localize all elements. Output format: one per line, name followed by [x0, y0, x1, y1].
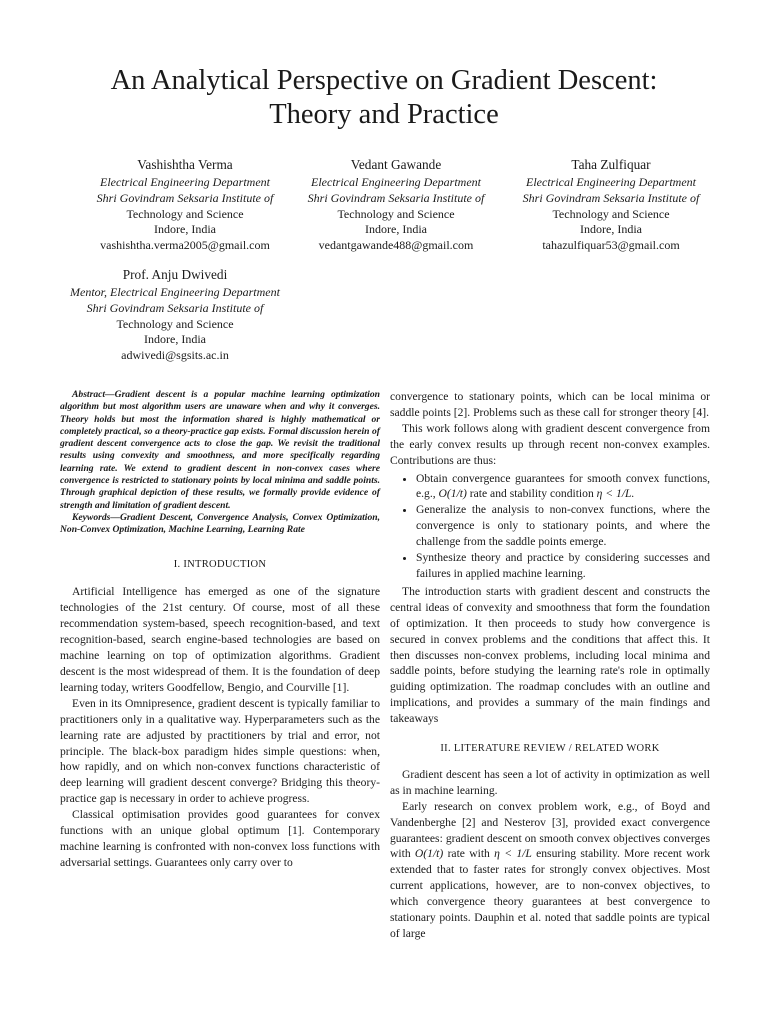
author-name: Vashishtha Verma [137, 157, 233, 172]
abstract-text: Abstract—Gradient descent is a popular machine learning optimization algorithm but most algorithm users are unaware when and why it converges. Theory holds but most the information shared is highly mathematical or completely practical, so a theory-practice gap exists. Formal discussion herein of gradient descent convergence acts to close the gap. We revisit the traditional results using convexity and smoothness, and more specifically regarding learning rate. We extend to gradient descent in non-convex cases where convergence is restricted to stationary points by local minima and saddle points. Through graphical depiction of these results, we formally provide evidence of strength and limitation of gradient descent. [60, 389, 380, 511]
list-item-text: Obtain convergence guarantees for smooth convex functions, e.g., [416, 471, 710, 501]
list-item: • Synthesize theory and practice by considering successes and failures in applied machine learning. [416, 550, 710, 582]
author-email: tahazulfiquar53@gmail.com [542, 238, 680, 253]
title-line-2: Theory and Practice [269, 99, 499, 130]
author-email: vedantgawande488@gmail.com [318, 238, 474, 253]
paragraph: Gradient descent has seen a lot of activity in optimization as well as in machine learning. [390, 767, 710, 797]
section-title: LITERATURE REVIEW / RELATED WORK [453, 743, 660, 755]
section-heading-introduction [60, 557, 380, 573]
author-dept: Electrical Engineering Department [311, 175, 481, 189]
list-item-text: rate and stability condition [466, 487, 597, 501]
author-block-2 [281, 156, 511, 254]
author-dept: Electrical Engineering Department [100, 175, 270, 189]
author-institute: Shri Govindram Seksaria Institute of [86, 300, 264, 315]
paper-title [40, 64, 728, 132]
author-block-1 [70, 156, 300, 254]
math-expression: η < 1/L. [596, 487, 635, 501]
author-institute-cont: Technology and Science [552, 206, 670, 221]
author-dept: Mentor, Electrical Engineering Department [70, 285, 280, 299]
section-heading-literature-review [390, 741, 710, 757]
author-institute: Shri Govindram Seksaria Institute of [307, 190, 485, 205]
keywords: Keywords—Gradient Descent, Convergence Analysis, Convex Optimization, Non-Convex Optimization, Machine Learning, Learning Rate [60, 511, 380, 536]
paragraph: Even in its Omnipresence, gradient descent is typically familiar to practitioners only in a qualitative way. Hyperparameters such as the learning rate are adjusted by practitioners by trial and error, not principle. The black-box paradigm hides simple questions: when, how rapidly, and on which non-convex functions characteristic of deep learning will gradient descent converge? Bridging this theory-practice gap is necessary in order to achieve progress. [60, 696, 380, 806]
paragraph-text: Early research on convex problem work, e.g., of Boyd and Vandenberghe [2] and Nesterov [3], provided exact convergence guarantees: gradient descent on smooth convex objectives converges with [390, 799, 710, 861]
contribution-list [390, 471, 710, 582]
section-number: II. [440, 743, 451, 755]
author-email: vashishtha.verma2005@gmail.com [100, 238, 270, 253]
paragraph: The introduction starts with gradient descent and constructs the central ideas of convexity and smoothness that form the foundation of optimization. It then proceeds to study how convergence is secured in convex problems and the conditions that affect this. It then discusses non-convex problems, including local minima and saddle points, before studying the learning rate's role in optimally guiding optimization. The roadmap concludes with an outline and implications, and provides a summary of the main findings and takeaways [390, 584, 710, 726]
author-city: Indore, India [154, 222, 216, 237]
author-email: adwivedi@sgsits.ac.in [121, 348, 229, 363]
author-institute-cont: Technology and Science [337, 206, 455, 221]
right-column [390, 389, 710, 942]
section-number: I. [173, 558, 181, 570]
author-institute-cont: Technology and Science [116, 316, 234, 331]
title-line-1: An Analytical Perspective on Gradient Descent: [110, 65, 658, 96]
paragraph: convergence to stationary points, which can be local minima or saddle points [2]. Problems such as these call for stronger theory [4]. [390, 390, 710, 419]
math-expression: η < 1/L [494, 847, 532, 861]
author-name: Taha Zulfiquar [571, 157, 651, 172]
author-institute: Shri Govindram Seksaria Institute of [522, 190, 700, 205]
author-dept: Electrical Engineering Department [526, 175, 696, 189]
author-institute-cont: Technology and Science [126, 206, 244, 221]
author-name: Prof. Anju Dwivedi [122, 267, 228, 282]
abstract [60, 389, 380, 537]
paragraph-text: ensuring stability. More recent work extended that to faster rates for strongly convex objectives. Most current applications, however, are to non-convex objectives, to which convergence theory guarantees at best convergence to stationary points. Dauphin et al. noted that saddle points are typical of large [390, 847, 710, 940]
paragraph: Artificial Intelligence has emerged as one of the signature technologies of the 21st century. Of course, most of all these recommendation system-based, speech recognition-based, and text recognition-based, search engine-based technologies are based on machine learning on top of optimization algorithms. Gradient descent is the most widespread of them. It is the foundation of deep learning today, writers Goodfellow, Bengio, and Courville [1]. [60, 585, 380, 694]
list-item: • Generalize the analysis to non-convex functions, where the convergence is only to stationary points, and where the challenge from the saddle points emerge. [416, 502, 710, 550]
math-expression: O(1/t) [438, 487, 467, 501]
section-title: INTRODUCTION [183, 558, 267, 570]
math-expression: O(1/t) [414, 847, 444, 861]
list-item [416, 471, 710, 503]
paragraph: Classical optimisation provides good guarantees for convex functions with an unique global optimum [1]. Contemporary machine learning is confronted with non-convex loss functions with adversarial settings. Guarantees only carry over to [60, 808, 380, 869]
author-city: Indore, India [144, 332, 206, 347]
author-name: Vedant Gawande [350, 157, 442, 172]
author-city: Indore, India [365, 222, 427, 237]
paragraph-text: rate with [443, 847, 495, 861]
author-block-3 [496, 156, 726, 254]
author-block-4 [50, 266, 300, 364]
paragraph [390, 799, 710, 942]
author-city: Indore, India [580, 222, 642, 237]
paragraph: This work follows along with gradient descent convergence from the early convex results up through recent non-convex examples. Contributions are thus: [390, 421, 710, 467]
left-column [60, 389, 380, 871]
author-institute: Shri Govindram Seksaria Institute of [96, 190, 274, 205]
